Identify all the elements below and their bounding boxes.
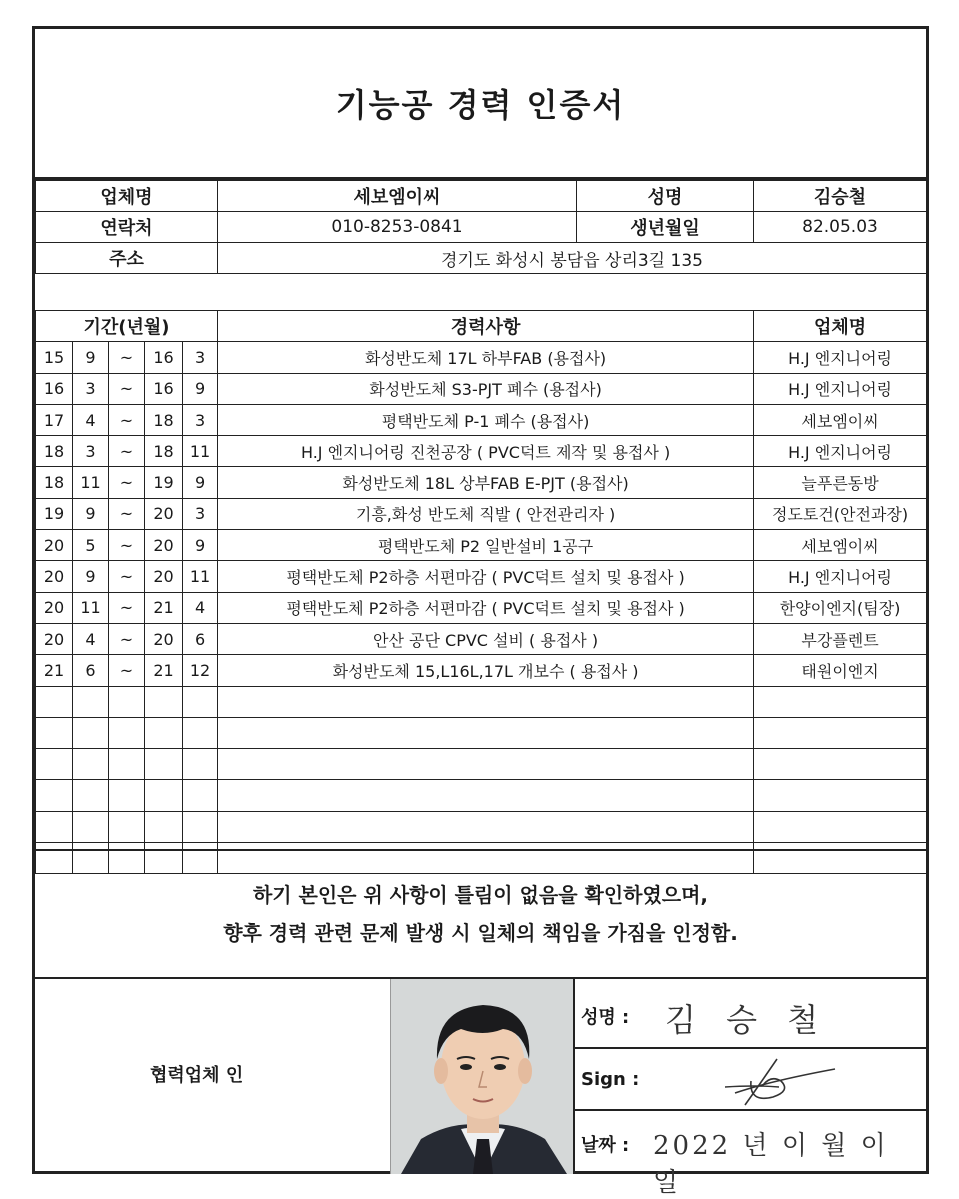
empty-cell <box>754 749 927 780</box>
career-company: H.J 엔지니어링 <box>754 561 927 592</box>
start-month: 6 <box>73 655 109 686</box>
end-year: 19 <box>145 467 183 498</box>
career-company: 부강플렌트 <box>754 623 927 654</box>
start-year: 18 <box>36 436 73 467</box>
empty-cell <box>754 811 927 842</box>
career-header: 경력사항 <box>218 311 754 342</box>
career-description: 화성반도체 S3-PJT 폐수 (용접사) <box>218 373 754 404</box>
table-row <box>36 436 927 467</box>
career-description: H.J 엔지니어링 진천공장 ( PVC덕트 제작 및 용접사 ) <box>218 436 754 467</box>
declaration-line-1: 하기 본인은 위 사항이 틀림이 없음을 확인하였으며, <box>252 883 709 907</box>
period-tilde: ~ <box>109 623 145 654</box>
career-description: 기흥,화성 반도체 직발 ( 안전관리자 ) <box>218 498 754 529</box>
end-year: 20 <box>145 498 183 529</box>
document-title: 기능공 경력 인증서 <box>35 29 926 180</box>
empty-cell <box>218 717 754 748</box>
career-description: 평택반도체 P2하층 서편마감 ( PVC덕트 설치 및 용접사 ) <box>218 592 754 623</box>
start-year: 20 <box>36 561 73 592</box>
start-month: 11 <box>73 467 109 498</box>
empty-cell <box>183 686 218 717</box>
empty-cell <box>109 780 145 811</box>
table-row <box>36 561 927 592</box>
career-description: 화성반도체 15,L16L,17L 개보수 ( 용접사 ) <box>218 655 754 686</box>
period-header: 기간(년월) <box>36 311 218 342</box>
table-row <box>36 342 927 373</box>
end-month: 4 <box>183 592 218 623</box>
table-row <box>36 811 927 842</box>
start-month: 11 <box>73 592 109 623</box>
empty-cell <box>73 811 109 842</box>
declaration-line-2: 향후 경력 관련 문제 발생 시 일체의 책임을 가짐을 인정함. <box>223 921 738 945</box>
end-year: 21 <box>145 655 183 686</box>
empty-cell <box>218 686 754 717</box>
contact-value: 010-8253-0841 <box>218 212 577 243</box>
empty-cell <box>145 717 183 748</box>
start-month: 9 <box>73 498 109 529</box>
start-year: 21 <box>36 655 73 686</box>
end-year: 16 <box>145 342 183 373</box>
certificate-sheet <box>32 26 929 1198</box>
career-company: H.J 엔지니어링 <box>754 342 927 373</box>
birth-value: 82.05.03 <box>754 212 927 243</box>
start-year: 20 <box>36 530 73 561</box>
end-month: 3 <box>183 342 218 373</box>
start-month: 9 <box>73 561 109 592</box>
birth-label: 생년월일 <box>577 212 754 243</box>
end-month: 11 <box>183 436 218 467</box>
start-year: 19 <box>36 498 73 529</box>
period-tilde: ~ <box>109 404 145 435</box>
signature-name-label: 성명 : <box>581 1007 630 1028</box>
period-tilde: ~ <box>109 498 145 529</box>
start-year: 17 <box>36 404 73 435</box>
start-year: 16 <box>36 373 73 404</box>
signature-section <box>35 979 926 1198</box>
signature-date-label: 날짜 : <box>581 1135 630 1156</box>
name-value: 김승철 <box>754 181 927 212</box>
end-month: 12 <box>183 655 218 686</box>
start-month: 4 <box>73 623 109 654</box>
table-row <box>36 749 927 780</box>
career-description: 평택반도체 P2하층 서편마감 ( PVC덕트 설치 및 용접사 ) <box>218 561 754 592</box>
career-company: H.J 엔지니어링 <box>754 373 927 404</box>
empty-cell <box>109 717 145 748</box>
table-row <box>36 623 927 654</box>
empty-cell <box>754 780 927 811</box>
end-year: 20 <box>145 561 183 592</box>
start-year: 18 <box>36 467 73 498</box>
signature-sign-row <box>575 1049 926 1111</box>
declaration <box>35 849 926 979</box>
empty-cell <box>36 686 73 717</box>
end-year: 18 <box>145 436 183 467</box>
start-year: 15 <box>36 342 73 373</box>
address-value: 경기도 화성시 봉담읍 상리3길 135 <box>218 243 927 274</box>
empty-cell <box>145 780 183 811</box>
empty-cell <box>73 749 109 780</box>
career-description: 평택반도체 P-1 폐수 (용접사) <box>218 404 754 435</box>
handwritten-name: 김 승 철 <box>665 1001 829 1039</box>
period-tilde: ~ <box>109 373 145 404</box>
career-description: 안산 공단 CPVC 설비 ( 용접사 ) <box>218 623 754 654</box>
end-year: 20 <box>145 623 183 654</box>
career-company: H.J 엔지니어링 <box>754 436 927 467</box>
handwritten-date: 2022 년 이 월 이 일 <box>653 1131 889 1198</box>
end-year: 21 <box>145 592 183 623</box>
empty-cell <box>109 686 145 717</box>
end-year: 16 <box>145 373 183 404</box>
period-tilde: ~ <box>109 561 145 592</box>
start-month: 3 <box>73 436 109 467</box>
empty-cell <box>218 780 754 811</box>
signature-box <box>573 979 926 1198</box>
table-row <box>36 686 927 717</box>
table-row <box>36 373 927 404</box>
period-tilde: ~ <box>109 436 145 467</box>
end-year: 18 <box>145 404 183 435</box>
coop-seal-label: 협력업체 인 <box>150 1065 244 1086</box>
address-label: 주소 <box>36 243 218 274</box>
table-row <box>36 530 927 561</box>
start-month: 4 <box>73 404 109 435</box>
empty-cell <box>145 811 183 842</box>
start-month: 3 <box>73 373 109 404</box>
period-tilde: ~ <box>109 655 145 686</box>
table-row <box>36 592 927 623</box>
empty-cell <box>145 686 183 717</box>
name-label: 성명 <box>577 181 754 212</box>
career-company: 세보엠이씨 <box>754 530 927 561</box>
start-month: 5 <box>73 530 109 561</box>
career-company: 태원이엔지 <box>754 655 927 686</box>
company-label: 업체명 <box>36 181 218 212</box>
signature-sign-label: Sign : <box>581 1069 640 1090</box>
empty-cell <box>36 811 73 842</box>
empty-cell <box>218 811 754 842</box>
start-month: 9 <box>73 342 109 373</box>
company-value: 세보엠이씨 <box>218 181 577 212</box>
period-tilde: ~ <box>109 530 145 561</box>
empty-cell <box>183 749 218 780</box>
empty-cell <box>754 686 927 717</box>
career-table <box>35 310 927 874</box>
header-info-table <box>35 180 927 274</box>
start-year: 20 <box>36 592 73 623</box>
empty-cell <box>73 686 109 717</box>
empty-cell <box>754 717 927 748</box>
empty-cell <box>109 749 145 780</box>
end-month: 11 <box>183 561 218 592</box>
start-year: 20 <box>36 623 73 654</box>
career-company-header: 업체명 <box>754 311 927 342</box>
empty-cell <box>109 811 145 842</box>
empty-cell <box>73 780 109 811</box>
career-description: 화성반도체 18L 상부FAB E-PJT (용접사) <box>218 467 754 498</box>
period-tilde: ~ <box>109 592 145 623</box>
table-row <box>36 780 927 811</box>
signature-date-row <box>575 1111 926 1198</box>
end-month: 9 <box>183 467 218 498</box>
empty-cell <box>218 749 754 780</box>
empty-cell <box>183 780 218 811</box>
career-description: 화성반도체 17L 하부FAB (용접사) <box>218 342 754 373</box>
career-description: 평택반도체 P2 일반설비 1공구 <box>218 530 754 561</box>
signature-name-row <box>575 979 926 1049</box>
period-tilde: ~ <box>109 342 145 373</box>
handwritten-signature <box>715 1051 865 1109</box>
empty-cell <box>36 780 73 811</box>
empty-cell <box>183 811 218 842</box>
table-row <box>36 655 927 686</box>
end-month: 3 <box>183 404 218 435</box>
table-row <box>36 404 927 435</box>
table-row <box>36 467 927 498</box>
end-month: 9 <box>183 373 218 404</box>
empty-cell <box>73 717 109 748</box>
contact-label: 연락처 <box>36 212 218 243</box>
period-tilde: ~ <box>109 467 145 498</box>
empty-cell <box>36 749 73 780</box>
career-company: 한양이엔지(팀장) <box>754 592 927 623</box>
end-month: 6 <box>183 623 218 654</box>
empty-cell <box>145 749 183 780</box>
empty-cell <box>183 717 218 748</box>
career-company: 세보엠이씨 <box>754 404 927 435</box>
table-row <box>36 717 927 748</box>
end-month: 3 <box>183 498 218 529</box>
career-company: 늘푸른동방 <box>754 467 927 498</box>
end-year: 20 <box>145 530 183 561</box>
career-company: 정도토건(안전과장) <box>754 498 927 529</box>
empty-cell <box>36 717 73 748</box>
end-month: 9 <box>183 530 218 561</box>
applicant-photo <box>390 979 574 1174</box>
table-row <box>36 498 927 529</box>
